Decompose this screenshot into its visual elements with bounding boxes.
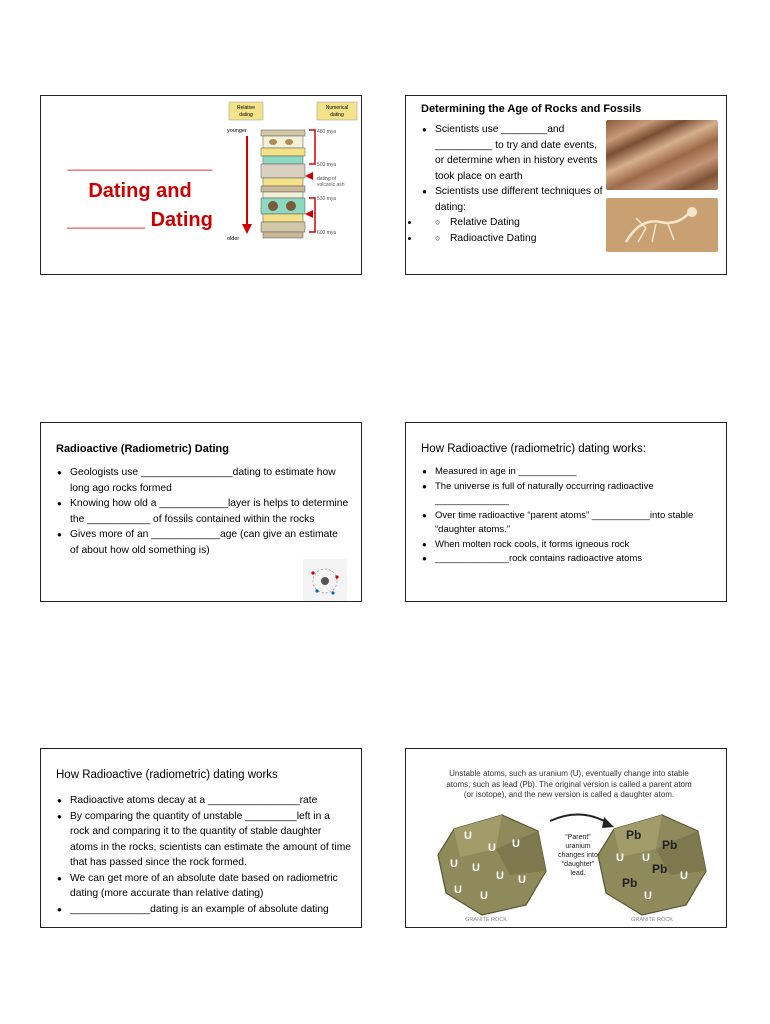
header-dating: dating: [239, 112, 253, 118]
u-atom: U: [454, 884, 462, 896]
left-rock-label: GRANITE ROCK: [465, 917, 507, 923]
slide-determining-age: [405, 95, 727, 275]
pb-atom: Pb: [626, 828, 642, 842]
slide-title: [40, 95, 362, 275]
older-label: older: [227, 236, 240, 242]
u-atom: U: [450, 858, 458, 870]
uranium-lead-illustration: [430, 809, 710, 923]
younger-label: younger: [227, 128, 247, 134]
title-line-1: _____________: [67, 151, 213, 173]
slide-title: Radioactive (Radiometric) Dating: [56, 443, 229, 455]
u-atom: U: [518, 874, 526, 886]
slide-how-works-1: [405, 422, 727, 602]
bullet-item: ● Scientists use different techniques of dating:: [420, 184, 608, 215]
slide-title: Determining the Age of Rocks and Fossils: [421, 103, 642, 115]
right-rock-label: GRANITE ROCK: [631, 917, 673, 923]
bullet-item: ● Radioactive atoms decay at a ________________rate: [55, 793, 351, 809]
header-numerical: Numerical: [325, 105, 349, 111]
u-atom: U: [496, 870, 504, 882]
u-atom: U: [512, 838, 520, 850]
bullet-item: ● Over time radioactive “parent atoms” ___________into stable “daughter atoms.”: [420, 509, 714, 538]
sub-bullet-item: ○ • Radioactive Dating: [420, 231, 608, 247]
header-relative: Relative: [236, 105, 256, 111]
u-atom: U: [488, 842, 496, 854]
bullet-item: ● The universe is full of naturally occurring radioactive ______________: [420, 480, 714, 509]
rock-strata-diagram: [221, 100, 361, 272]
u-atom: U: [472, 862, 480, 874]
bullet-item: ● We can get more of an absolute date based on radiometric dating (more accurate than relative dating): [55, 871, 351, 902]
arrow-text-line: uranium: [565, 843, 591, 850]
age-600: 600 mya: [317, 230, 337, 236]
pb-atom: Pb: [662, 838, 678, 852]
rock-strata-photo: [606, 120, 718, 190]
u-atom: U: [680, 870, 688, 882]
bullet-item: ● Scientists use ________and __________ to try and date events, or determine when in history events took place on earth: [420, 122, 608, 184]
pb-atom: Pb: [622, 876, 638, 890]
bullet-item: ● ______________dating is an example of absolute dating: [55, 902, 351, 918]
u-atom: U: [616, 852, 624, 864]
ash-label-2: volcanic ash: [317, 182, 345, 188]
u-atom: U: [642, 852, 650, 864]
u-atom: U: [464, 830, 472, 842]
bullet-item: ● When molten rock cools, it forms igneous rock: [420, 538, 714, 553]
pb-atom: Pb: [652, 862, 668, 876]
title-line-2: Dating and: [88, 180, 192, 202]
bullet-item: ● Knowing how old a ____________layer is helps to determine the ___________ of fossils contained within the rocks: [55, 496, 349, 527]
fossil-photo: [606, 198, 718, 252]
age-530: 530 mya: [317, 196, 337, 202]
slide-title: How Radioactive (radiometric) dating works: [56, 769, 278, 781]
header-dating-2: dating: [330, 112, 344, 118]
u-atom: U: [644, 890, 652, 902]
caption-text: Unstable atoms, such as uranium (U), eventually change into stable atoms, such as lead (Pb). The original version is called a parent atom (or isotope), and the new version is called a daughter atom.: [446, 769, 692, 799]
atom-decay-icon: [303, 559, 347, 602]
bullet-list: [420, 122, 608, 215]
slide-uranium-lead: [405, 748, 727, 928]
arrow-text-line: changes into: [558, 852, 598, 859]
bullet-list: [420, 465, 714, 567]
title-text: [51, 148, 229, 235]
arrow-text-line: “Parent”: [565, 834, 591, 841]
sub-bullet-list: [420, 215, 608, 246]
bullet-item: ● ______________rock contains radioactive atoms: [420, 552, 714, 567]
bullet-item: ● By comparing the quantity of unstable _________left in a rock and comparing it to the quantity of stable daughter atoms in the rocks, scientists can estimate the amount of time that has passed since the rock formed.: [55, 809, 351, 871]
slide-how-works-2: [40, 748, 362, 928]
ash-label-1: dating of: [317, 176, 337, 182]
slide-title: How Radioactive (radiometric) dating works:: [421, 443, 646, 455]
arrow-text-line: lead.: [570, 870, 586, 877]
bullet-list: [55, 793, 351, 917]
bullet-item: ● Measured in age in ___________: [420, 465, 714, 480]
bullet-list: [55, 465, 349, 558]
age-500: 500 mya: [317, 162, 337, 168]
slide-radioactive-dating: [40, 422, 362, 602]
bullet-item: ● Gives more of an ____________age (can give an estimate of about how old something is): [55, 527, 349, 558]
title-line-3: _______ Dating: [67, 209, 213, 231]
sub-bullet-item: ○ • Relative Dating: [420, 215, 608, 231]
u-atom: U: [480, 890, 488, 902]
arrow-text-line: “daughter”: [561, 861, 595, 868]
bullet-item: ● Geologists use ________________dating to estimate how long ago rocks formed: [55, 465, 349, 496]
age-480: 480 mya: [317, 129, 337, 135]
